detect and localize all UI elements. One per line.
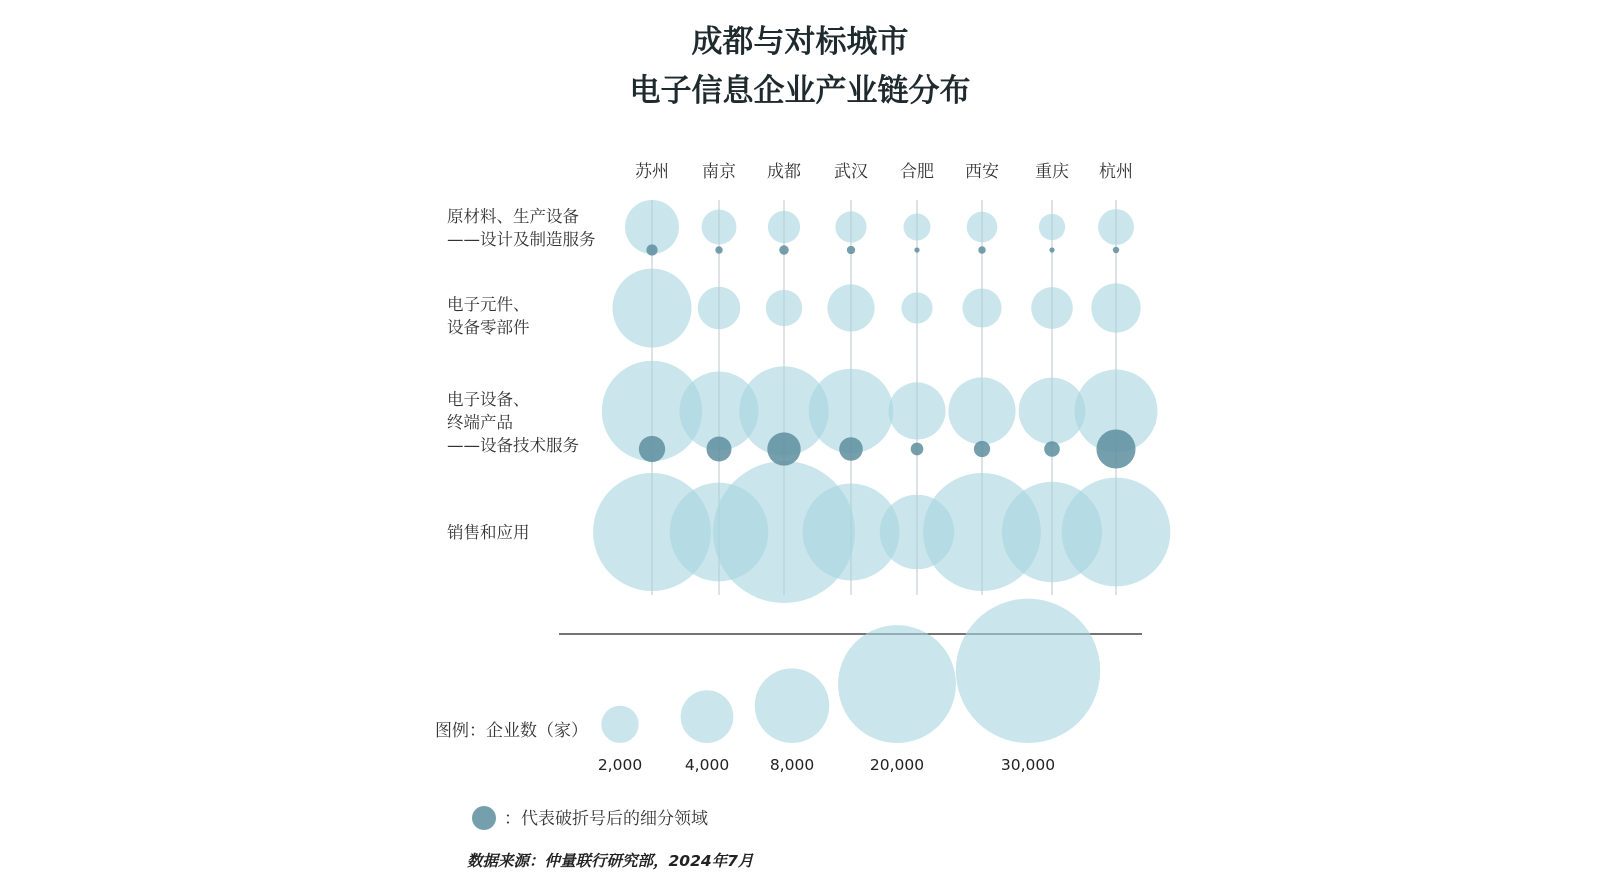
column-label-苏州: 苏州 bbox=[635, 162, 669, 182]
bubble-r1-西安 bbox=[967, 212, 998, 243]
sub-bubble-r3-成都 bbox=[767, 432, 800, 465]
bubble-r2-西安 bbox=[962, 288, 1001, 327]
column-label-成都: 成都 bbox=[767, 162, 801, 182]
sub-bubble-r1-西安 bbox=[978, 246, 985, 253]
sub-bubble-r3-武汉 bbox=[839, 437, 863, 461]
bubble-r2-成都 bbox=[766, 290, 802, 326]
title-line-2: 电子信息企业产业链分布 bbox=[629, 73, 971, 109]
size-legend bbox=[598, 599, 1100, 774]
column-label-合肥: 合肥 bbox=[900, 162, 934, 182]
bubbles bbox=[593, 200, 1170, 603]
row-label-1-line-1: 原材料、生产设备 bbox=[447, 207, 579, 226]
bubble-r4-杭州 bbox=[1062, 478, 1171, 587]
sub-bubble-r3-苏州 bbox=[639, 436, 665, 462]
bubble-r2-苏州 bbox=[612, 268, 691, 347]
legend-size-label-30000: 30,000 bbox=[1000, 756, 1056, 774]
bubble-r2-重庆 bbox=[1031, 287, 1073, 329]
column-labels bbox=[635, 162, 1133, 182]
sub-bubble-r1-成都 bbox=[779, 245, 789, 255]
legend-size-label-20000: 20,000 bbox=[869, 756, 925, 774]
bubble-r1-合肥 bbox=[903, 213, 930, 240]
sub-bubble-r1-合肥 bbox=[914, 247, 919, 252]
legend-size-label-2000: 2,000 bbox=[597, 756, 643, 774]
legend-size-label-4000: 4,000 bbox=[684, 756, 730, 774]
legend-size-label-8000: 8,000 bbox=[769, 756, 815, 774]
source-note: 数据来源：仲量联行研究部，2024年7月 bbox=[467, 852, 754, 870]
bubble-r1-成都 bbox=[768, 211, 800, 243]
bubble-r1-杭州 bbox=[1098, 209, 1134, 245]
legend-bubble-2000 bbox=[601, 706, 638, 743]
column-label-重庆: 重庆 bbox=[1035, 162, 1069, 182]
legend-label: 图例：企业数（家） bbox=[435, 721, 588, 741]
column-label-西安: 西安 bbox=[965, 162, 999, 182]
row-labels bbox=[447, 207, 596, 542]
bubble-r1-武汉 bbox=[835, 211, 866, 242]
bubble-r3-合肥 bbox=[888, 382, 945, 439]
bubble-r2-南京 bbox=[698, 287, 741, 330]
sub-legend-marker bbox=[472, 806, 496, 830]
sub-bubble-r3-南京 bbox=[706, 436, 731, 461]
sub-bubble-r1-杭州 bbox=[1113, 247, 1119, 253]
bubble-r1-重庆 bbox=[1039, 214, 1065, 240]
chart-title bbox=[630, 24, 971, 109]
column-label-南京: 南京 bbox=[702, 162, 736, 182]
column-label-武汉: 武汉 bbox=[834, 162, 868, 182]
row-label-1-line-2: ——设计及制造服务 bbox=[447, 230, 596, 249]
legend-bubble-8000 bbox=[755, 668, 830, 743]
bubble-r2-杭州 bbox=[1091, 283, 1140, 332]
sub-bubble-r3-重庆 bbox=[1044, 441, 1060, 457]
legend-bubble-4000 bbox=[681, 690, 734, 743]
bubble-r1-南京 bbox=[702, 210, 737, 245]
legend-bubble-30000 bbox=[956, 599, 1100, 743]
row-label-2-line-2: 设备零部件 bbox=[447, 318, 530, 337]
sub-bubble-r1-苏州 bbox=[646, 244, 657, 255]
sub-bubble-r1-南京 bbox=[715, 246, 722, 253]
sub-bubble-r1-武汉 bbox=[847, 246, 855, 254]
sub-legend-label: ：代表破折号后的细分领域 bbox=[504, 809, 708, 829]
sub-bubble-r3-西安 bbox=[974, 441, 990, 457]
row-label-3-line-3: ——设备技术服务 bbox=[447, 436, 579, 455]
row-label-3-line-2: 终端产品 bbox=[447, 413, 513, 432]
row-label-2-line-1: 电子元件、 bbox=[447, 295, 530, 314]
row-label-4-line-1: 销售和应用 bbox=[447, 523, 530, 542]
title-line-1: 成都与对标城市 bbox=[691, 24, 909, 60]
bubble-r2-合肥 bbox=[901, 292, 932, 323]
column-label-杭州: 杭州 bbox=[1099, 162, 1133, 182]
bubble-r3-西安 bbox=[948, 377, 1015, 444]
row-label-3-line-1: 电子设备、 bbox=[447, 390, 530, 409]
sub-bubble-r1-重庆 bbox=[1049, 247, 1054, 252]
sub-bubble-r3-杭州 bbox=[1096, 429, 1135, 468]
legend-bubble-20000 bbox=[838, 625, 956, 743]
sub-bubble-r3-合肥 bbox=[911, 443, 924, 456]
bubble-r2-武汉 bbox=[827, 284, 874, 331]
